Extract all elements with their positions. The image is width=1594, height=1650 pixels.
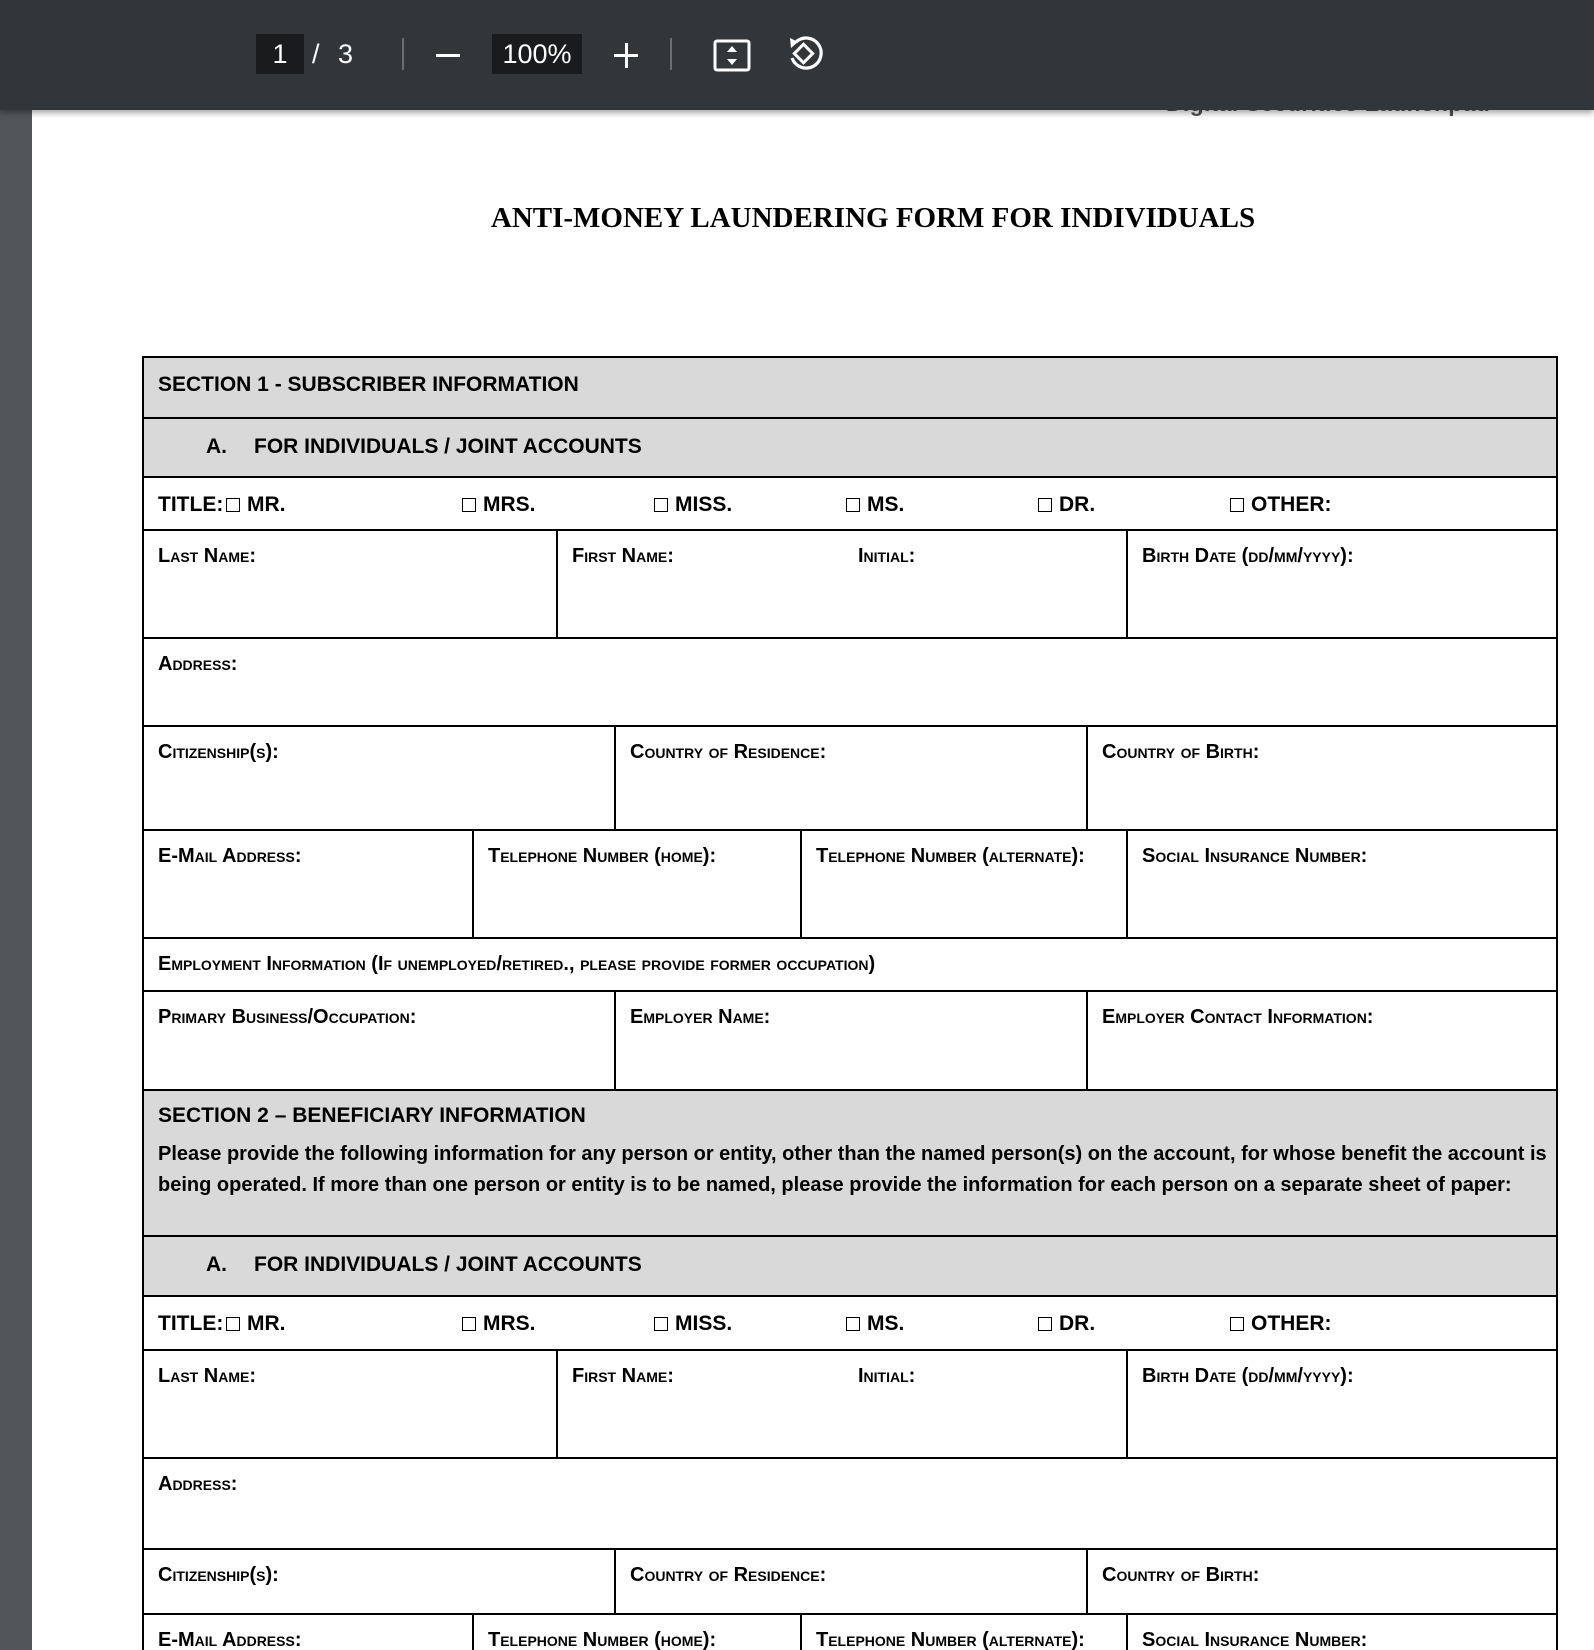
title-row bbox=[142, 476, 1558, 529]
title-label: TITLE: bbox=[158, 1312, 224, 1335]
checkbox[interactable] bbox=[462, 1317, 476, 1331]
last-name-field[interactable]: Last Name: bbox=[158, 545, 256, 567]
title-option-miss[interactable]: MISS. bbox=[654, 1312, 732, 1336]
occupation-field[interactable]: Primary Business/Occupation: bbox=[158, 1006, 417, 1028]
first-name-field[interactable]: First Name: bbox=[556, 1351, 844, 1457]
tel-alt-field[interactable]: Telephone Number (alternate): bbox=[800, 1615, 1126, 1650]
title-option-ms[interactable]: MS. bbox=[846, 493, 904, 517]
toolbar-divider bbox=[402, 38, 404, 70]
rotate-icon bbox=[782, 32, 826, 76]
citizenship-field[interactable]: Citizenship(s): bbox=[158, 1564, 279, 1586]
checkbox[interactable] bbox=[1230, 1317, 1244, 1331]
section2-subheader bbox=[142, 1235, 1558, 1295]
title-option-mr[interactable]: MR. bbox=[226, 493, 286, 517]
section2-header bbox=[142, 1089, 1558, 1235]
country-residence-field[interactable]: Country of Residence: bbox=[614, 727, 1086, 829]
birth-date-field[interactable]: Birth Date (dd/mm/yyyy): bbox=[1126, 531, 1558, 637]
form-title: ANTI-MONEY LAUNDERING FORM FOR INDIVIDUALS bbox=[490, 202, 1256, 234]
checkbox[interactable] bbox=[462, 498, 476, 512]
section1-heading: SECTION 1 - SUBSCRIBER INFORMATION bbox=[158, 373, 579, 396]
title-option-mrs[interactable]: MRS. bbox=[462, 1312, 536, 1336]
initial-field[interactable]: Initial: bbox=[858, 1365, 916, 1387]
sin-field[interactable]: Social Insurance Number: bbox=[1126, 1615, 1556, 1650]
sin-field[interactable]: Social Insurance Number: bbox=[1126, 831, 1556, 937]
current-page-input[interactable]: 1 bbox=[256, 34, 304, 74]
sub-heading: FOR INDIVIDUALS / JOINT ACCOUNTS bbox=[254, 1253, 642, 1276]
birth-date-field[interactable]: Birth Date (dd/mm/yyyy): bbox=[1126, 1351, 1558, 1457]
title-option-mrs[interactable]: MRS. bbox=[462, 493, 536, 517]
name-row bbox=[142, 529, 1558, 637]
employment-info-row bbox=[142, 937, 1558, 990]
title-label: TITLE: bbox=[158, 493, 224, 516]
last-name-field[interactable]: Last Name: bbox=[158, 1365, 256, 1387]
page-separator: / bbox=[312, 39, 320, 69]
zoom-out-button[interactable] bbox=[432, 34, 464, 74]
contact-row bbox=[142, 1613, 1558, 1650]
checkbox[interactable] bbox=[846, 1317, 860, 1331]
checkbox[interactable] bbox=[1038, 1317, 1052, 1331]
citizenship-field[interactable]: Citizenship(s): bbox=[158, 741, 279, 763]
aml-form bbox=[142, 266, 1558, 1650]
sub-heading: FOR INDIVIDUALS / JOINT ACCOUNTS bbox=[254, 435, 642, 458]
title-option-dr[interactable]: DR. bbox=[1038, 1312, 1095, 1336]
viewer-left-margin bbox=[0, 110, 32, 1636]
title-row bbox=[142, 1295, 1558, 1349]
checkbox[interactable] bbox=[654, 498, 668, 512]
title-option-other[interactable]: OTHER: bbox=[1230, 1312, 1332, 1336]
zoom-in-button[interactable] bbox=[610, 34, 642, 74]
pdf-page bbox=[32, 90, 1594, 1650]
name-row bbox=[142, 1349, 1558, 1457]
email-field[interactable]: E-Mail Address: bbox=[158, 845, 302, 867]
checkbox[interactable] bbox=[846, 498, 860, 512]
section1-header bbox=[142, 356, 1558, 417]
address-field[interactable]: Address: bbox=[158, 1473, 238, 1495]
employer-contact-field[interactable]: Employer Contact Information: bbox=[1086, 992, 1556, 1089]
contact-row bbox=[142, 829, 1558, 937]
title-option-miss[interactable]: MISS. bbox=[654, 493, 732, 517]
checkbox[interactable] bbox=[1038, 498, 1052, 512]
country-residence-field[interactable]: Country of Residence: bbox=[614, 1550, 1086, 1613]
title-option-other[interactable]: OTHER: bbox=[1230, 493, 1332, 517]
section1-subheader bbox=[142, 417, 1558, 476]
address-field[interactable]: Address: bbox=[158, 653, 238, 675]
zoom-level-input[interactable]: 100% bbox=[492, 34, 582, 74]
employer-name-field[interactable]: Employer Name: bbox=[614, 992, 1086, 1089]
title-option-dr[interactable]: DR. bbox=[1038, 493, 1095, 517]
section2-description: Please provide the following information for any person or entity, other than the named person(s) on the account, for whose benefit the account is being operated. If more than one person or entity is to be named, please provide the information for each person on a separate sheet of paper: bbox=[158, 1143, 1547, 1196]
title-option-mr[interactable]: MR. bbox=[226, 1312, 286, 1336]
address-row bbox=[142, 637, 1558, 725]
title-option-ms[interactable]: MS. bbox=[846, 1312, 904, 1336]
sub-letter: A. bbox=[206, 435, 227, 458]
employment-row bbox=[142, 990, 1558, 1089]
checkbox[interactable] bbox=[1230, 498, 1244, 512]
employment-info-label: Employment Information (If unemployed/retired., please provide former occupation) bbox=[158, 953, 876, 975]
checkbox[interactable] bbox=[226, 1317, 240, 1331]
checkbox[interactable] bbox=[654, 1317, 668, 1331]
email-field[interactable]: E-Mail Address: bbox=[158, 1629, 302, 1650]
tel-home-field[interactable]: Telephone Number (home): bbox=[472, 1615, 800, 1650]
country-birth-field[interactable]: Country of Birth: bbox=[1086, 727, 1556, 829]
address-row bbox=[142, 1457, 1558, 1548]
sub-letter: A. bbox=[206, 1253, 227, 1276]
country-birth-field[interactable]: Country of Birth: bbox=[1086, 1550, 1556, 1613]
tel-alt-field[interactable]: Telephone Number (alternate): bbox=[800, 831, 1126, 937]
first-name-field[interactable]: First Name: bbox=[556, 531, 844, 637]
section2-heading: SECTION 2 – BENEFICIARY INFORMATION bbox=[158, 1104, 586, 1127]
rotate-button[interactable] bbox=[782, 32, 826, 76]
citizenship-row bbox=[142, 725, 1558, 829]
citizenship-row bbox=[142, 1548, 1558, 1613]
tel-home-field[interactable]: Telephone Number (home): bbox=[472, 831, 800, 937]
checkbox[interactable] bbox=[226, 498, 240, 512]
pdf-viewer-toolbar bbox=[0, 0, 1594, 110]
toolbar-divider bbox=[670, 38, 672, 70]
total-pages: 3 bbox=[338, 39, 354, 69]
fit-to-page-button[interactable] bbox=[712, 36, 752, 76]
initial-field[interactable]: Initial: bbox=[858, 545, 916, 567]
fit-to-page-icon bbox=[712, 36, 752, 76]
